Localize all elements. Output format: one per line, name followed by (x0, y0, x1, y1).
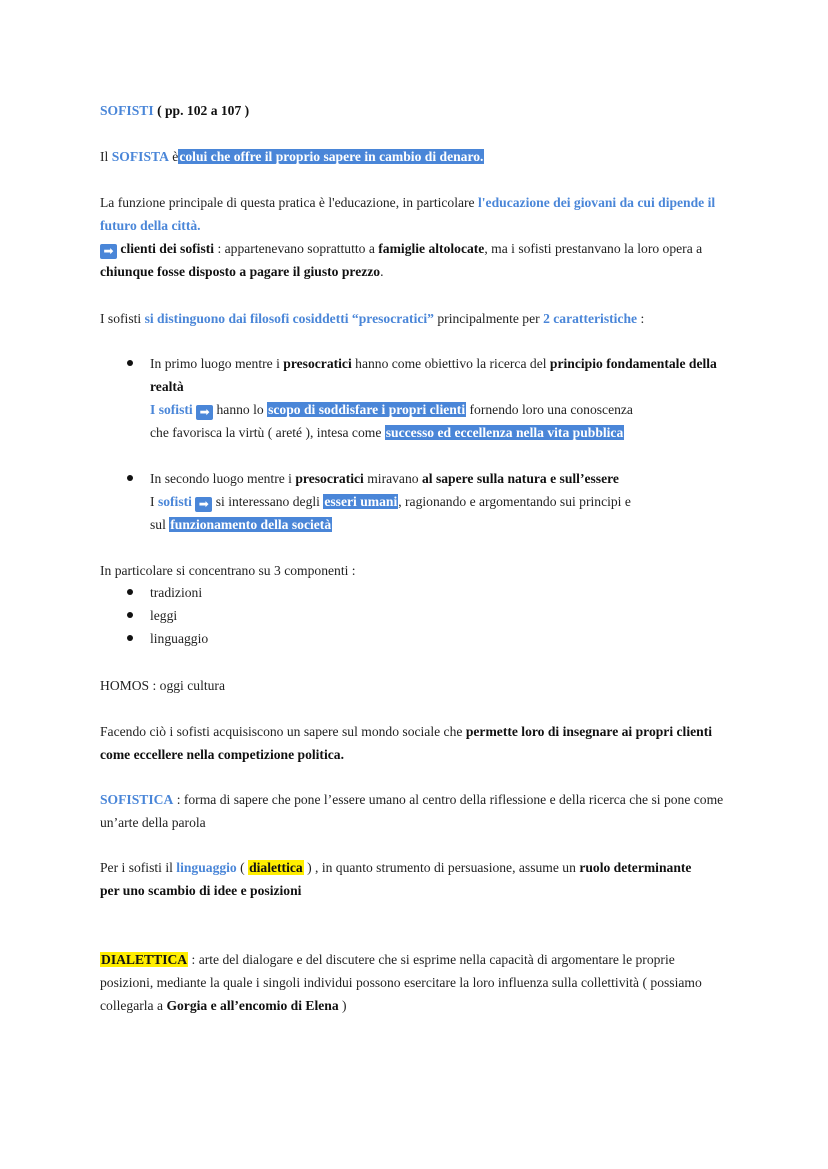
text: La funzione principale di questa pratica è l'educazione, in particolare (100, 195, 475, 210)
text: : (640, 311, 645, 326)
title-pages: ( pp. 102 a 107 ) (157, 103, 250, 118)
text: sul (150, 517, 166, 532)
text: è (172, 149, 179, 164)
emphasis-bold: chiunque fosse disposto a pagare il giusto prezzo (100, 264, 381, 279)
highlight-yellow: dialettica (249, 860, 303, 875)
paragraph-homos (100, 674, 740, 697)
highlight-blue: esseri umani (324, 494, 398, 509)
highlight-blue: colui che offre il proprio sapere in cambio di denaro. (179, 149, 484, 164)
text: : forma di sapere che pone l’essere umano al centro della riflessione e della ricerca che si pone come un’arte della parola (100, 792, 724, 830)
text: I sofisti (100, 311, 142, 326)
emphasis-bold: clienti dei sofisti (120, 241, 215, 256)
paragraph-sapere-sociale (100, 720, 720, 766)
term-dialettica: DIALETTICA (101, 952, 188, 967)
text: che favorisca la virtù ( areté ), intesa come (150, 425, 382, 440)
emphasis-bold: Gorgia e all’encomio di Elena (166, 998, 339, 1013)
list-item (150, 627, 450, 650)
text: ) , in quanto strumento di persuasione, assume un (307, 860, 576, 875)
emphasis-blue: 2 caratteristiche (543, 311, 638, 326)
term-sofista: SOFISTA (111, 149, 169, 164)
text: . (380, 264, 384, 279)
bullet-secondo-luogo (150, 467, 750, 536)
bullet-primo-luogo (150, 352, 750, 444)
highlight-blue: scopo di soddisfare i propri clienti (268, 402, 466, 417)
text: HOMOS : oggi cultura (100, 678, 225, 693)
bullet-dot (127, 360, 133, 366)
text: ( (240, 860, 245, 875)
paragraph-funzione (100, 191, 740, 283)
text: I (150, 494, 155, 509)
highlight-blue: funzionamento della società (170, 517, 332, 532)
text: Il (100, 149, 109, 164)
list-item (150, 604, 450, 627)
emphasis-bold: ruolo determinante per uno scambio di idee e posizioni (100, 860, 692, 898)
text: leggi (150, 608, 178, 623)
bullet-dot (127, 612, 133, 618)
arrow-right-icon: ➡ (100, 244, 117, 259)
emphasis-bold: presocratici (283, 356, 352, 371)
text: linguaggio (150, 631, 209, 646)
text: Per i sofisti il (100, 860, 173, 875)
highlight-blue: successo ed eccellenza nella vita pubblica (385, 425, 624, 440)
paragraph-componenti-intro (100, 559, 740, 582)
emphasis-bold: presocratici (295, 471, 364, 486)
emphasis-bold: famiglie altolocate (378, 241, 485, 256)
paragraph-sofistica (100, 788, 725, 834)
paragraph-dialettica (100, 948, 730, 1017)
text: tradizioni (150, 585, 203, 600)
list-item (150, 581, 450, 604)
paragraph-linguaggio (100, 856, 700, 902)
text: : appartenevano soprattutto a (217, 241, 375, 256)
arrow-right-icon: ➡ (195, 497, 212, 512)
title-label: SOFISTI (100, 103, 154, 118)
text: In secondo luogo mentre i (150, 471, 292, 486)
section-title (100, 99, 740, 122)
emphasis-blue: sofisti (157, 494, 192, 509)
paragraph-distinzione (100, 307, 740, 330)
emphasis-blue: l'educazione dei giovani da cui dipende il futuro della città. (100, 195, 716, 233)
emphasis-bold: principio fondamentale della realtà (150, 356, 717, 394)
text: si interessano degli (215, 494, 320, 509)
term-sofistica: SOFISTICA (100, 792, 174, 807)
text: In primo luogo mentre i (150, 356, 280, 371)
paragraph-sofista-definition (100, 145, 740, 168)
text: fornendo loro una conoscenza (469, 402, 633, 417)
text: Facendo ciò i sofisti acquisiscono un sapere sul mondo sociale che (100, 724, 463, 739)
bullet-dot (127, 635, 133, 641)
text: In particolare si concentrano su 3 componenti : (100, 563, 356, 578)
emphasis-bold: permette loro di insegnare ai propri clienti come eccellere nella competizione politica. (100, 724, 712, 762)
text: miravano (367, 471, 419, 486)
text: , ma i sofisti prestanvano la loro opera a (484, 241, 703, 256)
text: ) (342, 998, 347, 1013)
emphasis-bold: al sapere sulla natura e sull’essere (421, 471, 619, 486)
bullet-dot (127, 589, 133, 595)
text: principalmente per (437, 311, 540, 326)
text: , ragionando e argomentando sui principi e (398, 494, 631, 509)
emphasis-blue: linguaggio (176, 860, 237, 875)
text: hanno lo (216, 402, 264, 417)
text: : arte del dialogare e del discutere che si esprime nella capacità di argomentare le proprie posizioni, mediante la quale i singoli individui possono esercitare la loro influenza sulla collettività ( possiamo collegarla a (100, 952, 702, 1013)
bullet-dot (127, 475, 133, 481)
arrow-right-icon: ➡ (196, 405, 213, 420)
emphasis-blue: I sofisti (150, 402, 193, 417)
text: hanno come obiettivo la ricerca del (355, 356, 547, 371)
emphasis-blue: si distinguono dai filosofi cosiddetti “presocratici” (144, 311, 434, 326)
